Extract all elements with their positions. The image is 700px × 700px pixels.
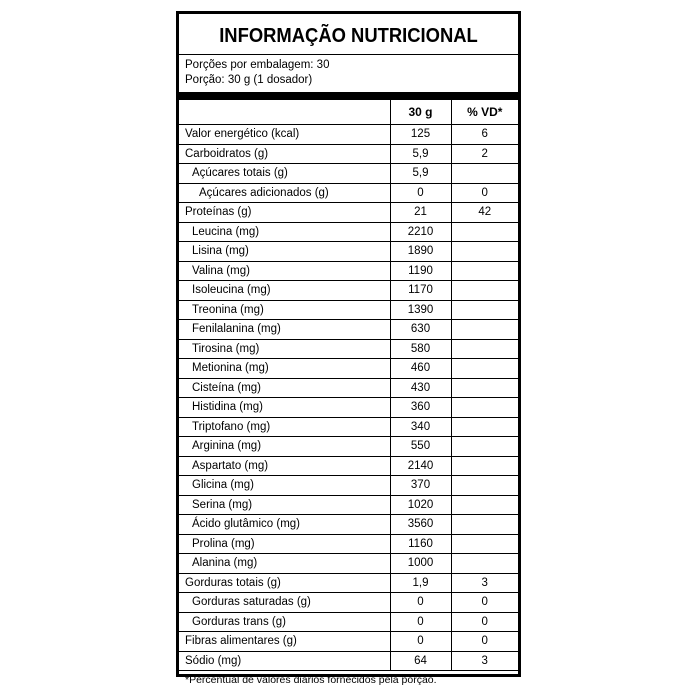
table-row (179, 476, 518, 496)
table-row (179, 339, 518, 359)
nutrient-amount: 460 (390, 359, 451, 379)
nutrient-name: Leucina (mg) (179, 222, 390, 242)
nutrient-dv (451, 437, 518, 457)
nutrient-dv (451, 534, 518, 554)
nutrient-dv: 6 (451, 125, 518, 145)
nutrient-amount: 580 (390, 339, 451, 359)
nutrient-table (179, 100, 518, 671)
nutrient-amount: 360 (390, 398, 451, 418)
nutrient-name: Carboidratos (g) (179, 144, 390, 164)
nutrient-dv (451, 320, 518, 340)
nutrient-name: Sódio (mg) (179, 651, 390, 671)
nutrition-facts-label (176, 11, 521, 686)
nutrient-amount: 5,9 (390, 164, 451, 184)
header-nutrient (179, 100, 390, 125)
nutrient-dv (451, 359, 518, 379)
nutrient-dv (451, 300, 518, 320)
nutrient-amount: 0 (390, 183, 451, 203)
nutrient-amount: 0 (390, 632, 451, 652)
nutrient-amount: 340 (390, 417, 451, 437)
nutrient-amount: 3560 (390, 515, 451, 535)
nutrient-dv (451, 164, 518, 184)
nutrient-amount: 1190 (390, 261, 451, 281)
header-row (179, 100, 518, 125)
nutrient-name: Alanina (mg) (179, 554, 390, 574)
nutrient-dv: 42 (451, 203, 518, 223)
table-row (179, 261, 518, 281)
nutrient-amount: 0 (390, 593, 451, 613)
table-row (179, 183, 518, 203)
nutrient-name: Proteínas (g) (179, 203, 390, 223)
table-row (179, 398, 518, 418)
nutrient-name: Cisteína (mg) (179, 378, 390, 398)
nutrient-name: Ácido glutâmico (mg) (179, 515, 390, 535)
nutrient-dv (451, 222, 518, 242)
nutrient-dv (451, 417, 518, 437)
nutrient-dv (451, 339, 518, 359)
nutrient-dv: 0 (451, 593, 518, 613)
table-row (179, 378, 518, 398)
table-row (179, 164, 518, 184)
nutrient-name: Gorduras trans (g) (179, 612, 390, 632)
table-row (179, 203, 518, 223)
table-row (179, 125, 518, 145)
table-row (179, 281, 518, 301)
nutrient-amount: 125 (390, 125, 451, 145)
nutrient-name: Gorduras saturadas (g) (179, 593, 390, 613)
table-row (179, 651, 518, 671)
thick-divider (179, 92, 518, 100)
table-row (179, 612, 518, 632)
table-row (179, 534, 518, 554)
nutrient-dv: 3 (451, 573, 518, 593)
nutrient-amount: 64 (390, 651, 451, 671)
nutrient-amount: 1000 (390, 554, 451, 574)
serving-size: Porção: 30 g (1 dosador) (185, 74, 313, 86)
table-row (179, 417, 518, 437)
nutrient-amount: 5,9 (390, 144, 451, 164)
nutrient-amount: 2140 (390, 456, 451, 476)
nutrient-dv: 2 (451, 144, 518, 164)
nutrient-name: Tirosina (mg) (179, 339, 390, 359)
serving-info (179, 55, 518, 92)
table-row (179, 593, 518, 613)
table-row (179, 359, 518, 379)
table-row (179, 144, 518, 164)
nutrient-name: Metionina (mg) (179, 359, 390, 379)
table-row (179, 437, 518, 457)
nutrient-dv (451, 495, 518, 515)
table-row (179, 456, 518, 476)
nutrient-dv: 0 (451, 183, 518, 203)
nutrient-amount: 1890 (390, 242, 451, 262)
nutrient-amount: 2210 (390, 222, 451, 242)
nutrient-name: Treonina (mg) (179, 300, 390, 320)
table-row (179, 515, 518, 535)
nutrient-amount: 1170 (390, 281, 451, 301)
nutrient-amount: 1020 (390, 495, 451, 515)
nutrient-dv: 0 (451, 612, 518, 632)
nutrient-amount: 550 (390, 437, 451, 457)
nutrient-name: Triptofano (mg) (179, 417, 390, 437)
table-row (179, 222, 518, 242)
table-row (179, 300, 518, 320)
nutrient-dv (451, 515, 518, 535)
header-amount: 30 g (390, 100, 451, 125)
nutrient-amount: 1160 (390, 534, 451, 554)
nutrient-dv: 3 (451, 651, 518, 671)
nutrient-name: Fibras alimentares (g) (179, 632, 390, 652)
nutrient-name: Arginina (mg) (179, 437, 390, 457)
table-row (179, 573, 518, 593)
nutrient-dv (451, 242, 518, 262)
servings-per-package: Porções por embalagem: 30 (185, 59, 330, 71)
nutrient-dv: 0 (451, 632, 518, 652)
nutrient-amount: 0 (390, 612, 451, 632)
nutrient-name: Fenilalanina (mg) (179, 320, 390, 340)
nutrient-amount: 430 (390, 378, 451, 398)
nutrient-amount: 630 (390, 320, 451, 340)
nutrient-name: Lisina (mg) (179, 242, 390, 262)
nutrient-dv (451, 281, 518, 301)
nutrient-dv (451, 398, 518, 418)
table-row (179, 495, 518, 515)
nutrient-dv (451, 261, 518, 281)
table-row (179, 554, 518, 574)
nutrient-name: Valina (mg) (179, 261, 390, 281)
nutrient-dv (451, 476, 518, 496)
nutrient-amount: 370 (390, 476, 451, 496)
nutrient-name: Serina (mg) (179, 495, 390, 515)
nutrient-amount: 21 (390, 203, 451, 223)
nutrient-name: Glicina (mg) (179, 476, 390, 496)
nutrient-name: Valor energético (kcal) (179, 125, 390, 145)
label-title: INFORMAÇÃO NUTRICIONAL (219, 25, 478, 47)
nutrient-amount: 1390 (390, 300, 451, 320)
nutrient-name: Isoleucina (mg) (179, 281, 390, 301)
table-row (179, 242, 518, 262)
nutrient-name: Prolina (mg) (179, 534, 390, 554)
nutrient-dv (451, 456, 518, 476)
header-dv: % VD* (451, 100, 518, 125)
table-row (179, 320, 518, 340)
nutrient-name: Histidina (mg) (179, 398, 390, 418)
nutrient-name: Gorduras totais (g) (179, 573, 390, 593)
nutrient-dv (451, 554, 518, 574)
footnote: *Percentual de valores diários fornecidos pela porção. (185, 674, 437, 686)
table-row (179, 632, 518, 652)
nutrient-amount: 1,9 (390, 573, 451, 593)
nutrient-name: Aspartato (mg) (179, 456, 390, 476)
nutrient-name: Açúcares totais (g) (179, 164, 390, 184)
nutrient-name: Açúcares adicionados (g) (179, 183, 390, 203)
nutrient-dv (451, 378, 518, 398)
